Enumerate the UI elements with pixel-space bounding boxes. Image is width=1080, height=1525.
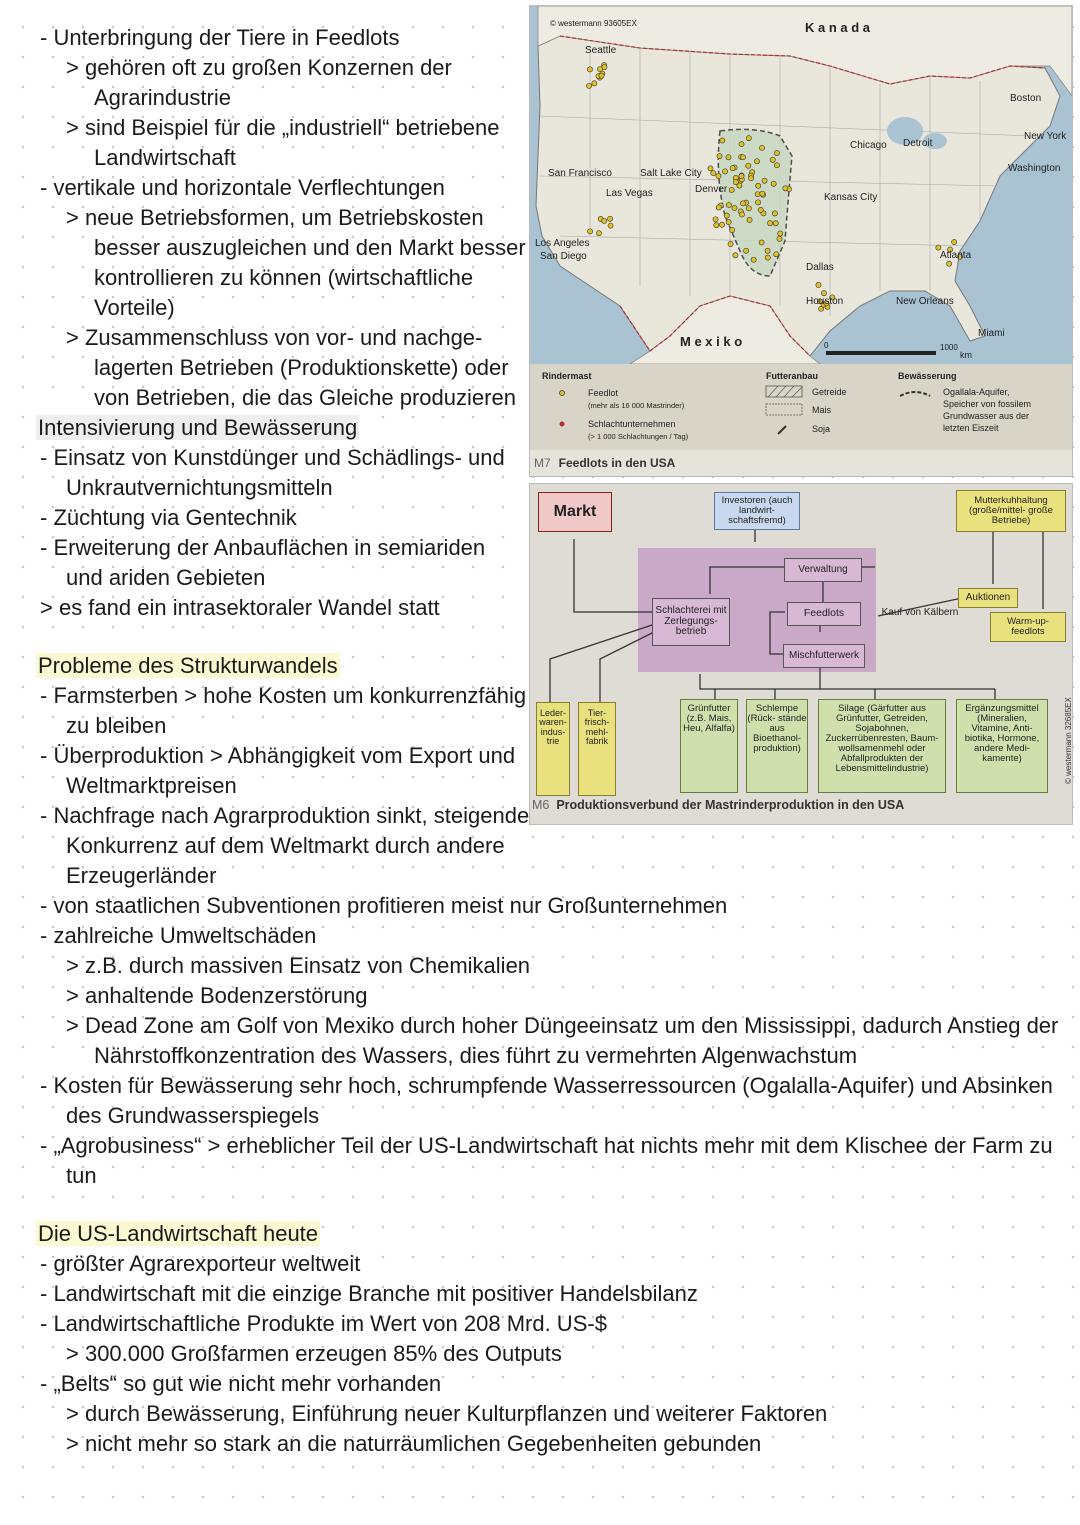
note-line: Konkurrenz auf dem Weltmarkt durch andere — [66, 833, 505, 858]
note-line: - Farmsterben > hohe Kosten um konkurrenzfähig — [40, 683, 527, 708]
markt-box: Markt — [538, 492, 612, 532]
note-line: > nicht mehr so stark an die naturräumlichen Gegebenheiten gebunden — [66, 1431, 762, 1456]
svg-text:Bewässerung: Bewässerung — [898, 371, 957, 381]
feedlot-dot — [755, 200, 760, 205]
feedlot-dot — [746, 136, 751, 141]
feedlot-dot — [739, 173, 744, 178]
feedlot-dot — [716, 205, 721, 210]
svg-text:(mehr als 16 000 Mastrinder): (mehr als 16 000 Mastrinder) — [588, 401, 685, 410]
svg-text:Speicher von fossilem: Speicher von fossilem — [943, 399, 1032, 409]
feedlot-dot — [743, 248, 748, 253]
feedlot-dot — [740, 201, 745, 206]
note-line: Erzeugerländer — [66, 863, 217, 888]
feedlot-dot — [608, 223, 613, 228]
city-label: Boston — [1010, 93, 1042, 104]
note-line: - Landwirtschaft mit die einzige Branche mit positiver Handelsbilanz — [40, 1281, 698, 1306]
note-line: - Einsatz von Kunstdünger und Schädlings- und — [40, 445, 505, 470]
note-line: lagerten Betrieben (Produktionskette) oder — [94, 355, 509, 380]
label-canada: K a n a d a — [805, 20, 871, 35]
feedlot-dot — [592, 81, 597, 86]
section-heading-heute: Die US-Landwirtschaft heute — [38, 1221, 319, 1246]
city-label: New Orleans — [896, 296, 954, 307]
svg-text:letzten Eiszeit: letzten Eiszeit — [943, 423, 999, 433]
city-label: Detroit — [903, 138, 933, 149]
note-line: von Betrieben, die das Gleiche produzieren — [94, 385, 516, 410]
feedlot-dot — [588, 229, 593, 234]
note-line: - Überproduktion > Abhängigkeit vom Export und — [40, 743, 516, 768]
svg-text:Rindermast: Rindermast — [542, 371, 592, 381]
feedlot-dot — [733, 253, 738, 258]
feedlot-dot — [729, 187, 734, 192]
feedlot-dot — [726, 155, 731, 160]
feedlot-dot — [759, 240, 764, 245]
note-line: - von staatlichen Subventionen profitieren meist nur Großunternehmen — [40, 893, 728, 918]
note-line: > z.B. durch massiven Einsatz von Chemikalien — [66, 953, 531, 978]
note-line: besser auszugleichen und den Markt besser — [94, 235, 526, 260]
schlempe-box: Schlempe (Rück- stände aus Bioethanol- produktion) — [746, 699, 808, 793]
auktionen-box: Auktionen — [958, 588, 1018, 608]
feedlot-dot — [756, 183, 761, 188]
feedlot-dot — [717, 154, 722, 159]
note-line: Vorteile) — [94, 295, 175, 320]
note-line: > durch Bewässerung, Einführung neuer Kulturpflanzen und weiterer Faktoren — [66, 1401, 828, 1426]
label-mexico: M e x i k o — [680, 334, 743, 349]
feedlot-dot — [765, 255, 770, 260]
note-line: - Züchtung via Gentechnik — [40, 505, 297, 530]
city-label: Denver — [695, 184, 728, 195]
feedlot-dot — [714, 223, 719, 228]
svg-text:Ogallala-Aquifer,: Ogallala-Aquifer, — [943, 387, 1010, 397]
note-line: tun — [66, 1163, 97, 1188]
feedlot-dot — [726, 202, 731, 207]
note-line: > neue Betriebsformen, um Betriebskosten — [66, 205, 484, 230]
feedlot-dot — [730, 166, 735, 171]
city-label: Kansas City — [824, 192, 878, 203]
feedlot-dot — [719, 222, 724, 227]
feedlot-dot — [754, 159, 759, 164]
svg-text:(> 1 000 Schlachtungen / Tag): (> 1 000 Schlachtungen / Tag) — [588, 432, 689, 441]
feedlot-dot — [816, 282, 821, 287]
feedlot-dot — [947, 261, 952, 266]
city-label: San Francisco — [548, 168, 612, 179]
feedlot-dot — [602, 65, 607, 70]
note-line: des Grundwasserspiegels — [66, 1103, 320, 1128]
note-line: - Landwirtschaftliche Produkte im Wert von 208 Mrd. US-$ — [40, 1311, 607, 1336]
feedlot-dot — [758, 207, 763, 212]
note-line: - Kosten für Bewässerung sehr hoch, schrumpfende Wasserressourcen (Ogalalla-Aquifer) und Absinken — [40, 1073, 1053, 1098]
feedlot-dot — [713, 217, 718, 222]
svg-text:Schlachtunternehmen: Schlachtunternehmen — [588, 419, 676, 429]
leder-box: Leder- waren- indus- trie — [536, 702, 570, 796]
schlachterei-box: Schlachterei mit Zerlegungs- betrieb — [652, 598, 730, 646]
feedlot-dot — [708, 166, 713, 171]
svg-text:Grundwasser aus der: Grundwasser aus der — [943, 411, 1030, 421]
city-label: Los Angeles — [535, 238, 590, 249]
feedlot-dot — [952, 239, 957, 244]
warmup-box: Warm-up- feedlots — [990, 612, 1066, 642]
feedlot-dot — [586, 83, 591, 88]
svg-text:Futteranbau: Futteranbau — [766, 371, 819, 381]
feedlot-dot — [599, 73, 604, 78]
feedlot-dot — [722, 169, 727, 174]
note-line: und ariden Gebieten — [66, 565, 266, 590]
note-line: - Erweiterung der Anbauflächen in semiariden — [40, 535, 486, 560]
feedlot-dot — [783, 186, 788, 191]
note-line: Agrarindustrie — [94, 85, 231, 110]
feedlot-dot — [720, 138, 725, 143]
note-line: Landwirtschaft — [94, 145, 236, 170]
feedlot-dot — [728, 241, 733, 246]
feedlot-dot — [821, 291, 826, 296]
city-label: Dallas — [806, 262, 834, 273]
feedlot-dot — [772, 211, 777, 216]
note-line: > Zusammenschluss von vor- und nachge- — [66, 325, 483, 350]
kauf-label: Kauf von Kälbern — [881, 606, 959, 618]
mischfutter-box: Mischfutterwerk — [783, 644, 865, 668]
city-label: Houston — [806, 296, 844, 307]
note-line: - „Belts“ so gut wie nicht mehr vorhanden — [40, 1371, 442, 1396]
note-line: > anhaltende Bodenzerstörung — [66, 983, 368, 1008]
note-line: - „Agrobusiness“ > erheblicher Teil der US-Landwirtschaft hat nichts mehr mit dem Klischee der Farm zu — [40, 1133, 1053, 1158]
feedlot-dot — [762, 178, 767, 183]
city-label: Miami — [978, 328, 1005, 339]
gruenfutter-box: Grünfutter (z.B. Mais, Heu, Alfalfa) — [680, 699, 738, 793]
feedlot-dot — [726, 219, 731, 224]
feedlot-dot — [602, 218, 607, 223]
feedlot-dot — [759, 145, 764, 150]
svg-text:Soja: Soja — [812, 424, 831, 434]
ergaenzung-box: Ergänzungsmittel (Mineralien, Vitamine, Anti- biotika, Hormone, andere Medi- kamente) — [956, 699, 1048, 793]
note-line: > Dead Zone am Golf von Mexiko durch hoher Düngeeinsatz um den Mississippi, dadurch Anstieg der — [66, 1013, 1059, 1038]
feedlots-box: Feedlots — [787, 602, 861, 626]
city-label: Las Vegas — [606, 188, 653, 199]
note-line: - zahlreiche Umweltschäden — [40, 923, 317, 948]
map-publisher: © westermann 93605EX — [550, 19, 637, 28]
city-label: Seattle — [585, 45, 617, 56]
note-line: - Nachfrage nach Agrarproduktion sinkt, steigende — [40, 803, 530, 828]
feedlot-dot — [746, 206, 751, 211]
note-line: > sind Beispiel für die „industriell“ betriebene — [66, 115, 500, 140]
feedlot-dot — [760, 191, 765, 196]
mutterkuh-box: Mutterkuhhaltung (große/mittel- große Betriebe) — [956, 490, 1066, 532]
feedlot-dot — [716, 173, 721, 178]
city-label: San Diego — [540, 251, 587, 262]
feedlot-dot — [746, 163, 751, 168]
note-line: > 300.000 Großfarmen erzeugen 85% des Outputs — [66, 1341, 562, 1366]
feedlot-dot — [778, 231, 783, 236]
map-caption: M7 Feedlots in den USA — [534, 456, 676, 470]
silage-box: Silage (Gärfutter aus Grünfutter, Getreiden, Sojabohnen, Zuckerrübenresten, Baum- wollsamenmehl oder Abfallprodukten der Lebensmittelindustrie) — [818, 699, 946, 793]
section-heading-intensivierung: Intensivierung und Bewässerung — [38, 415, 358, 440]
feedlot-dot — [740, 155, 745, 160]
city-label: New York — [1024, 131, 1067, 142]
feedlot-dot — [767, 221, 772, 226]
feedlot-dot — [765, 248, 770, 253]
city-label: Chicago — [850, 140, 887, 151]
feedlot-dot — [773, 221, 778, 226]
feedlot-dot — [777, 236, 782, 241]
feedlot-dot — [751, 257, 756, 262]
note-line: - vertikale und horizontale Verflechtungen — [40, 175, 445, 200]
feedlot-dot — [749, 176, 754, 181]
verwaltung-box: Verwaltung — [784, 558, 862, 582]
note-line: Weltmarktpreisen — [66, 773, 237, 798]
note-line: > gehören oft zu großen Konzernen der — [66, 55, 452, 80]
feedlot-dot — [587, 67, 592, 72]
section-heading-probleme: Probleme des Strukturwandels — [38, 653, 338, 678]
note-line: kontrollieren zu können (wirtschaftliche — [94, 265, 474, 290]
feedlot-dot — [729, 227, 734, 232]
svg-text:Getreide: Getreide — [812, 387, 847, 397]
feedlot-dot — [711, 171, 716, 176]
feedlot-dot — [770, 157, 775, 162]
svg-text:1000: 1000 — [940, 343, 958, 352]
feedlot-dot — [747, 217, 752, 222]
svg-text:Mais: Mais — [812, 405, 832, 415]
feedlot-dot — [607, 216, 612, 221]
note-line: - größter Agrarexporteur weltweit — [40, 1251, 361, 1276]
feedlot-dot — [732, 205, 737, 210]
usa-map — [530, 6, 1072, 476]
investoren-box: Investoren (auch landwirt- schaftsfremd) — [714, 492, 800, 530]
feedlot-dot — [774, 252, 779, 257]
feedlot-dot — [771, 181, 776, 186]
city-label: Salt Lake City — [640, 168, 702, 179]
feedlot-dot — [739, 142, 744, 147]
flow-caption: M6 Produktionsverbund der Mastrinderproduktion in den USA — [532, 798, 905, 812]
feedlot-dot — [774, 150, 779, 155]
production-flow-figure — [529, 483, 1073, 825]
feedlot-dot — [733, 180, 738, 185]
note-line: Unkrautvernichtungsmitteln — [66, 475, 333, 500]
feedlot-map-figure — [529, 5, 1073, 477]
feedlot-dot — [596, 231, 601, 236]
flow-publisher: © westermann 32685EX — [1064, 697, 1073, 784]
tier-box: Tier- frisch- mehl- fabrik — [578, 702, 616, 796]
note-line: Nährstoffkonzentration des Wassers, dies führt zu vermehrten Algenwachstum — [94, 1043, 858, 1068]
svg-text:Feedlot: Feedlot — [588, 388, 619, 398]
feedlot-dot — [724, 213, 729, 218]
feedlot-dot — [739, 212, 744, 217]
note-line: zu bleiben — [66, 713, 167, 738]
feedlot-dot — [774, 163, 779, 168]
note-line: - Unterbringung der Tiere in Feedlots — [40, 25, 400, 50]
city-label: Washington — [1008, 163, 1061, 174]
svg-text:0: 0 — [824, 341, 829, 350]
city-label: Atlanta — [940, 250, 972, 261]
svg-text:km: km — [960, 350, 972, 360]
note-line: > es fand ein intrasektoraler Wandel statt — [40, 595, 440, 620]
